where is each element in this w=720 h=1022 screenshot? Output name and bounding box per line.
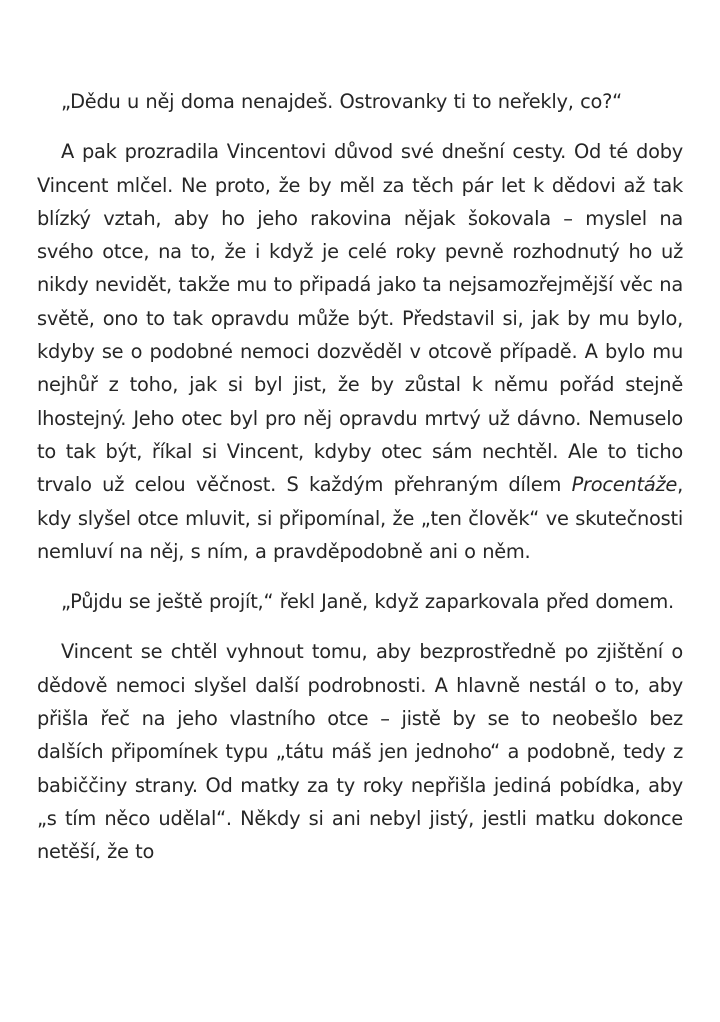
paragraph-text: „Dědu u něj doma nenajdeš. Ostrovanky ti to neřekly, co?“	[61, 90, 622, 113]
paragraph-dialogue-dedu	[37, 85, 683, 118]
italic-title-procentaze: Procentáže	[571, 473, 678, 497]
paragraph-narration-vincent	[37, 635, 683, 868]
paragraph-text: A pak prozradila Vincentovi důvod své dnešní cesty. Od té doby Vincent mlčel. Ne proto, že by měl za těch pár let k dědovi až tak blízký vztah, aby ho jeho rakovina nějak šokovala – myslel na svého otce, na to, že i když je celé roky pevně rozhodnutý ho už nikdy nevidět, takže mu to připadá jako ta nejsamozřejmější věc na světě, ono to tak opravdu může být. Představil si, jak by mu bylo, kdyby se o podobné nemoci dozvěděl v otcově případě. A bylo mu nejhůř z toho, jak si byl jist, že by zůstal k němu pořád stejně lhostejný. Jeho otec byl pro něj opravdu mrtvý už dávno. Nemuselo to tak být, říkal si Vincent, kdyby otec sám nechtěl. Ale to ticho trvalo už celou věčnost. S každým přehraným dílem	[37, 140, 683, 497]
book-page	[37, 85, 683, 886]
paragraph-narration-otec	[37, 135, 683, 568]
paragraph-text: , kdy slyšel otce mluvit, si připomínal, že „ten člověk“ ve skutečnosti nemluví na něj, s ním, a pravděpodobně ani o něm.	[37, 473, 683, 563]
paragraph-dialogue-projit	[37, 585, 683, 618]
paragraph-text: „Půjdu se ještě projít,“ řekl Janě, když zaparkovala před domem.	[61, 590, 674, 614]
paragraph-text: Vincent se chtěl vyhnout tomu, aby bezprostředně po zjištění o dědově nemoci slyšel další podrobnosti. A hlavně nestál o to, aby přišla řeč na jeho vlastního otce – jistě by se to neobešlo bez dalších připomínek typu „tátu máš jen jednoho“ a podobně, tedy z babiččiny strany. Od matky za ty roky nepřišla jediná pobídka, aby „s tím něco udělal“. Někdy si ani nebyl jistý, jestli matku dokonce netěší, že to	[37, 640, 683, 864]
